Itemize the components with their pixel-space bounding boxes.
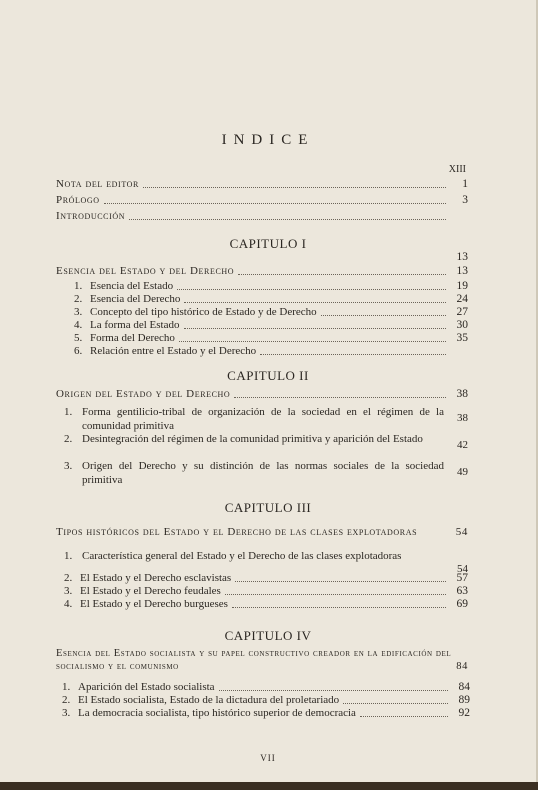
item-number: 4. bbox=[64, 598, 73, 610]
dot-leader bbox=[343, 702, 448, 704]
item-number: 1. bbox=[64, 406, 73, 418]
item-number: 1. bbox=[74, 280, 83, 292]
item-title: Esencia del Derecho bbox=[90, 293, 181, 305]
dot-leader bbox=[184, 301, 446, 303]
item-title: La forma del Estado bbox=[90, 319, 180, 331]
dot-leader bbox=[225, 593, 446, 595]
item-number: 5. bbox=[74, 332, 83, 344]
toc-subentry bbox=[64, 598, 468, 611]
toc-entry-label: Prólogo bbox=[56, 194, 100, 206]
item-title: El Estado y el Derecho feudales bbox=[80, 585, 221, 597]
page-number: 19 bbox=[456, 280, 468, 292]
item-number: 2. bbox=[62, 694, 71, 706]
section-title: Tipos históricos del Estado y el Derecho de las clases explotadoras bbox=[56, 526, 418, 538]
section-title: Esencia del Estado socialista y su papel constructivo creador en la edificación del socialismo y el comunismo bbox=[56, 648, 452, 672]
page-number: 42 bbox=[457, 439, 468, 451]
item-number: 2. bbox=[64, 572, 73, 584]
item-number: 1. bbox=[62, 681, 71, 693]
section-entry bbox=[56, 265, 468, 278]
toc-subentry bbox=[74, 332, 468, 345]
section-entry bbox=[56, 648, 468, 673]
item-number: 3. bbox=[62, 707, 71, 719]
dot-leader bbox=[129, 218, 446, 220]
dot-leader bbox=[232, 606, 446, 608]
dot-leader bbox=[234, 396, 446, 398]
toc-subentry bbox=[64, 585, 468, 598]
chapter-heading: CAPITULO I bbox=[229, 236, 307, 251]
section-entry bbox=[56, 388, 468, 401]
section-title: Esencia del Estado y del Derecho bbox=[56, 265, 235, 277]
item-title: Forma gentilicio-tribal de organización de la sociedad en el régimen de la comunidad primitiva bbox=[82, 406, 444, 432]
page-number: 13 bbox=[456, 265, 468, 277]
item-number: 3. bbox=[74, 306, 83, 318]
page-number: 49 bbox=[457, 466, 468, 478]
page-number: XIII bbox=[448, 164, 466, 175]
item-number: 3. bbox=[64, 460, 73, 472]
dot-leader bbox=[143, 186, 446, 188]
toc-entry bbox=[56, 210, 468, 223]
chapter-heading: CAPITULO II bbox=[227, 368, 309, 383]
toc-subentry bbox=[74, 280, 468, 293]
chapter-heading: CAPITULO III bbox=[224, 500, 312, 515]
dot-leader bbox=[179, 340, 446, 342]
item-title: Concepto del tipo histórico de Estado y de Derecho bbox=[90, 306, 317, 318]
toc-subentry bbox=[74, 306, 468, 319]
page-number: 84 bbox=[458, 681, 470, 693]
page-number: 27 bbox=[456, 306, 468, 318]
page-number: 30 bbox=[456, 319, 468, 331]
toc-subentry bbox=[74, 293, 468, 306]
page-number: 13 bbox=[456, 251, 468, 263]
dot-leader bbox=[219, 689, 448, 691]
item-title: Desintegración del régimen de la comunidad primitiva y aparición del Estado bbox=[82, 433, 423, 445]
item-title: La democracia socialista, tipo histórico superior de democracia bbox=[78, 707, 356, 719]
item-title: Característica general del Estado y el Derecho de las clases explotadoras bbox=[82, 550, 402, 562]
toc-entry-label: Introducción bbox=[56, 210, 126, 222]
chapter-heading: CAPITULO IV bbox=[224, 628, 312, 643]
item-title: El Estado y el Derecho esclavistas bbox=[80, 572, 232, 584]
section-entry bbox=[56, 526, 468, 539]
item-title: El Estado y el Derecho burgueses bbox=[80, 598, 228, 610]
toc-subentry bbox=[64, 460, 468, 487]
dot-leader bbox=[104, 202, 446, 204]
dot-leader bbox=[260, 353, 446, 355]
item-title: Forma del Derecho bbox=[90, 332, 175, 344]
page-number: 54 bbox=[457, 563, 468, 575]
page-number: 89 bbox=[458, 694, 470, 706]
toc-subentry bbox=[74, 345, 468, 358]
toc-subentry bbox=[62, 681, 470, 694]
section-title: Origen del Estado y del Derecho bbox=[56, 388, 231, 400]
dot-leader bbox=[184, 327, 447, 329]
page-number: 24 bbox=[456, 293, 468, 305]
toc-subentry bbox=[64, 572, 468, 585]
dot-leader bbox=[177, 288, 446, 290]
item-number: 3. bbox=[64, 585, 73, 597]
page-number: 69 bbox=[456, 598, 468, 610]
dot-leader bbox=[238, 273, 446, 275]
page-number: 92 bbox=[458, 707, 470, 719]
page-number: 63 bbox=[456, 585, 468, 597]
toc-subentry bbox=[64, 550, 468, 575]
dot-leader bbox=[235, 580, 446, 582]
page-number: 54 bbox=[455, 526, 468, 538]
page-title: INDICE bbox=[221, 132, 315, 148]
toc-entry bbox=[56, 178, 468, 191]
page-number: 1 bbox=[462, 178, 468, 190]
item-number: 2. bbox=[74, 293, 83, 305]
toc-entry bbox=[56, 194, 468, 207]
item-title: Origen del Derecho y su distinción de las normas sociales de la sociedad primitiva bbox=[82, 460, 444, 486]
toc-subentry bbox=[62, 707, 470, 720]
dot-leader bbox=[360, 715, 448, 717]
page-number: 35 bbox=[456, 332, 468, 344]
toc-subentry bbox=[64, 406, 468, 433]
item-number: 6. bbox=[74, 345, 83, 357]
item-title: El Estado socialista, Estado de la dictadura del proletariado bbox=[78, 694, 340, 706]
page-number: 3 bbox=[462, 194, 468, 206]
page-number: 57 bbox=[456, 572, 468, 584]
toc-subentry bbox=[64, 433, 468, 451]
item-title: Esencia del Estado bbox=[90, 280, 174, 292]
page-number: 38 bbox=[457, 412, 468, 424]
toc-subentry bbox=[62, 694, 470, 707]
toc-entry-label: Nota del editor bbox=[56, 178, 139, 190]
item-title: Relación entre el Estado y el Derecho bbox=[90, 345, 257, 357]
page-folio: VII bbox=[260, 753, 276, 763]
page-number: 84 bbox=[456, 660, 468, 672]
toc-subentry bbox=[74, 319, 468, 332]
item-title: Aparición del Estado socialista bbox=[78, 681, 215, 693]
item-number: 2. bbox=[64, 433, 73, 445]
page-number: 38 bbox=[456, 388, 468, 400]
dot-leader bbox=[321, 314, 446, 316]
item-number: 1. bbox=[64, 550, 73, 562]
item-number: 4. bbox=[74, 319, 83, 331]
